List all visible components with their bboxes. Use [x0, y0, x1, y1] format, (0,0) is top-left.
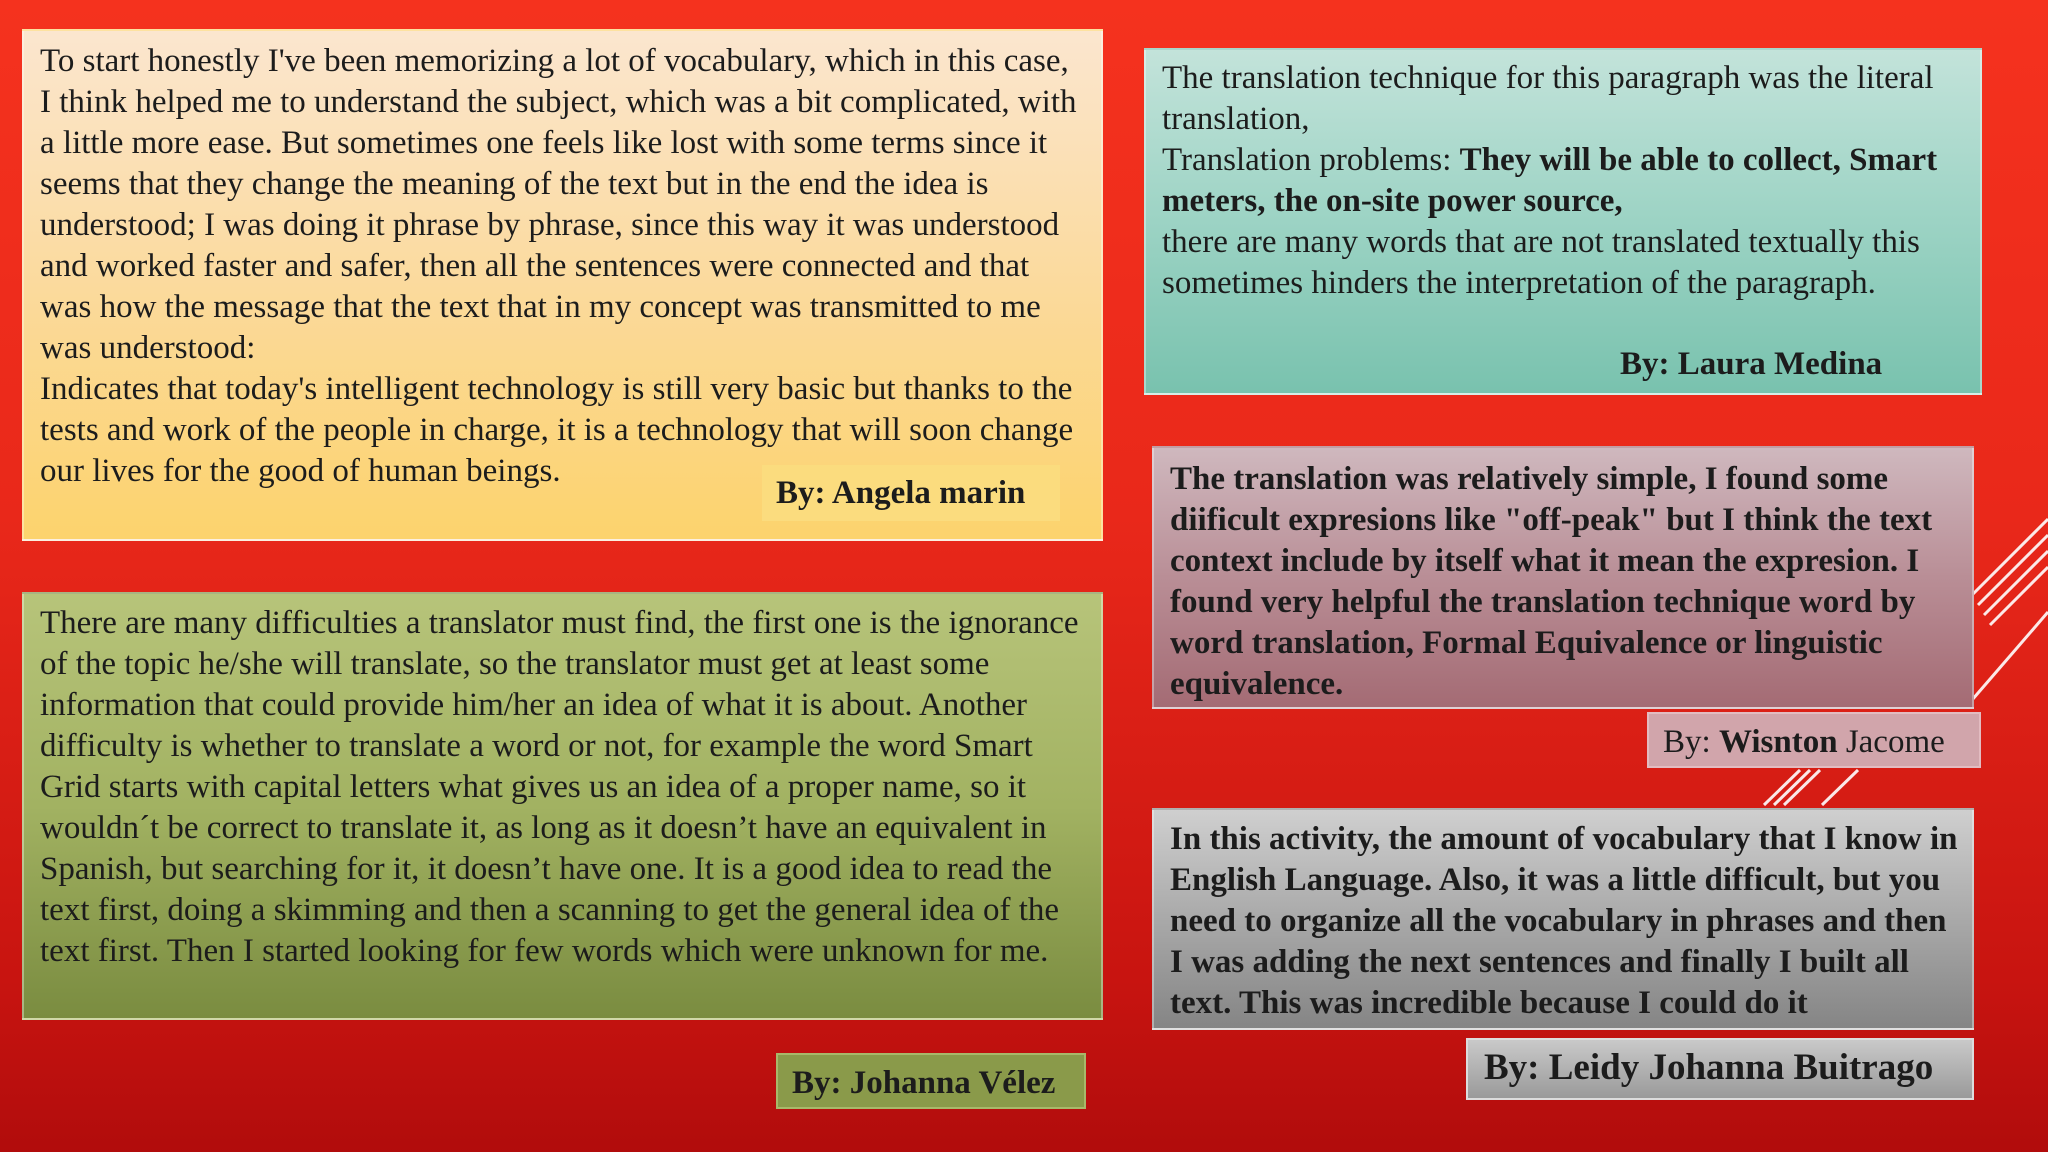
author-label-laura: By: Laura Medina — [1620, 346, 1883, 382]
comment-card-laura — [1144, 48, 1982, 395]
author-label-johanna: By: Johanna Vélez — [776, 1053, 1086, 1109]
comment-text-laura-3: there are many words that are not translated textually this sometimes hinders the interpretation of the paragraph. — [1162, 224, 1920, 301]
author-last-name: Jacome — [1837, 724, 1945, 760]
comment-text-leidy: In this activity, the amount of vocabulary that I know in English Language. Also, it was a little difficult, but you need to organize all the vocabulary in phrases and then I was adding the next sentences and finally I built all text. This was incredible because I could do it — [1170, 821, 1958, 1021]
problems-label: Translation problems: — [1162, 142, 1460, 178]
comment-text-laura-1: The translation technique for this paragraph was the literal translation, — [1162, 60, 1934, 137]
author-label-winston — [1647, 712, 1981, 768]
author-label-leidy: By: Leidy Johanna Buitrago — [1466, 1038, 1974, 1100]
comment-card-johanna — [22, 592, 1103, 1020]
comment-text-laura-2 — [1162, 140, 1966, 222]
comment-card-leidy — [1152, 808, 1974, 1030]
author-prefix: By: — [1663, 724, 1719, 760]
author-label-angela: By: Angela marin — [762, 465, 1060, 521]
problems-list: They will be able to collect, Smart meters, the on-site power source, — [1162, 142, 1938, 219]
comment-text-johanna: There are many difficulties a translator must find, the first one is the ignorance of the topic he/she will translate, so the translator must get at least some information that could provide him/her an idea of what it is about. Another difficulty is whether to translate a word or not, for example the word Smart Grid starts with capital letters what gives us an idea of a proper name, so it wouldn´t be correct to translate it, as long as it doesn’t have an equivalent in Spanish, but searching for it, it doesn’t have one. It is a good idea to read the text first, doing a skimming and then a scanning to get the general idea of the text first. Then I started looking for few words which were unknown for me. — [40, 605, 1079, 969]
comment-text-winston: The translation was relatively simple, I found some diificult expresions like "off-peak" but I think the text context include by itself what it mean the expresion. I found very helpful the translation technique word by word translation, Formal Equivalence or linguistic equivalence. — [1170, 461, 1933, 702]
comment-card-winston — [1152, 446, 1974, 709]
author-first-name: Wisnton — [1718, 724, 1838, 760]
comment-text-angela: To start honestly I've been memorizing a lot of vocabulary, which in this case, I think helped me to understand the subject, which was a bit complicated, with a little more ease. But sometimes one feels like lost with some terms since it seems that they change the meaning of the text but in the end the idea is understood; I was doing it phrase by phrase, since this way it was understood and worked faster and safer, then all the sentences were connected and that was how the message that the text that in my concept was transmitted to me was understood: — [40, 43, 1077, 366]
comment-text-angela-2: Indicates that today's intelligent technology is still very basic but thanks to the tests and work of the people in charge, it is a technology that will soon change our lives for the good of human beings. — [40, 371, 1074, 489]
